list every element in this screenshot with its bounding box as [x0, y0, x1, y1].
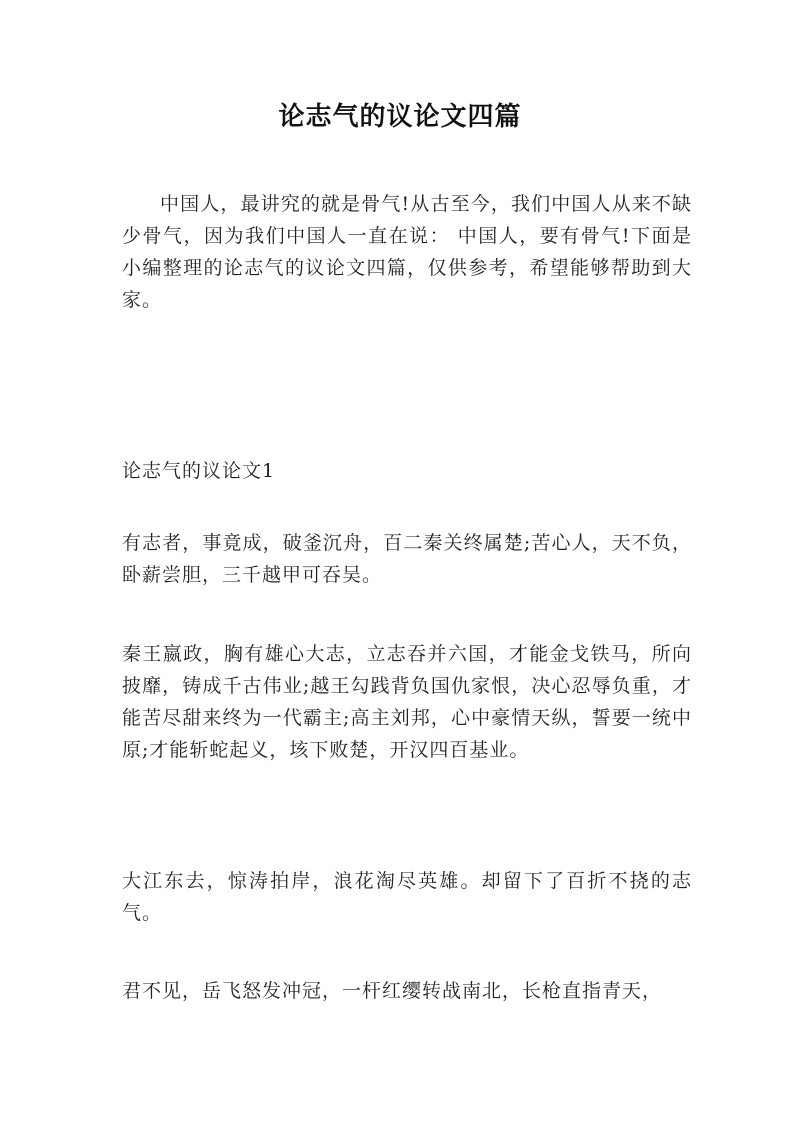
section-heading: 论志气的议论文1: [122, 460, 276, 482]
body-paragraph: 大江东去，惊涛拍岸，浪花淘尽英雄。却留下了百折不挠的志气。: [122, 870, 692, 924]
intro-paragraph: 中国人，最讲究的就是骨气!从古至今，我们中国人从来不缺少骨气，因为我们中国人一直在说： 中国人，要有骨气!下面是小编整理的论志气的议论文四篇，仅供参考，希望能够帮助到大家。: [122, 193, 692, 311]
body-paragraph: 君不见，岳飞怒发冲冠，一杆红缨转战南北，长枪直指青天，: [122, 980, 663, 1002]
body-paragraph: 有志者，事竟成，破釜沉舟，百二秦关终属楚;苦心人，天不负，卧薪尝胆，三千越甲可吞吴。: [122, 532, 692, 586]
body-paragraph: 秦王嬴政，胸有雄心大志，立志吞并六国，才能金戈铁马，所向披靡，铸成千古伟业;越王勾践背负国仇家恨，决心忍辱负重，才能苦尽甜来终为一代霸主;高主刘邦，心中豪情天纵，誓要一统中原;才能斩蛇起义，垓下败楚，开汉四百基业。: [122, 643, 692, 761]
document-title: 论志气的议论文四篇: [278, 102, 522, 132]
